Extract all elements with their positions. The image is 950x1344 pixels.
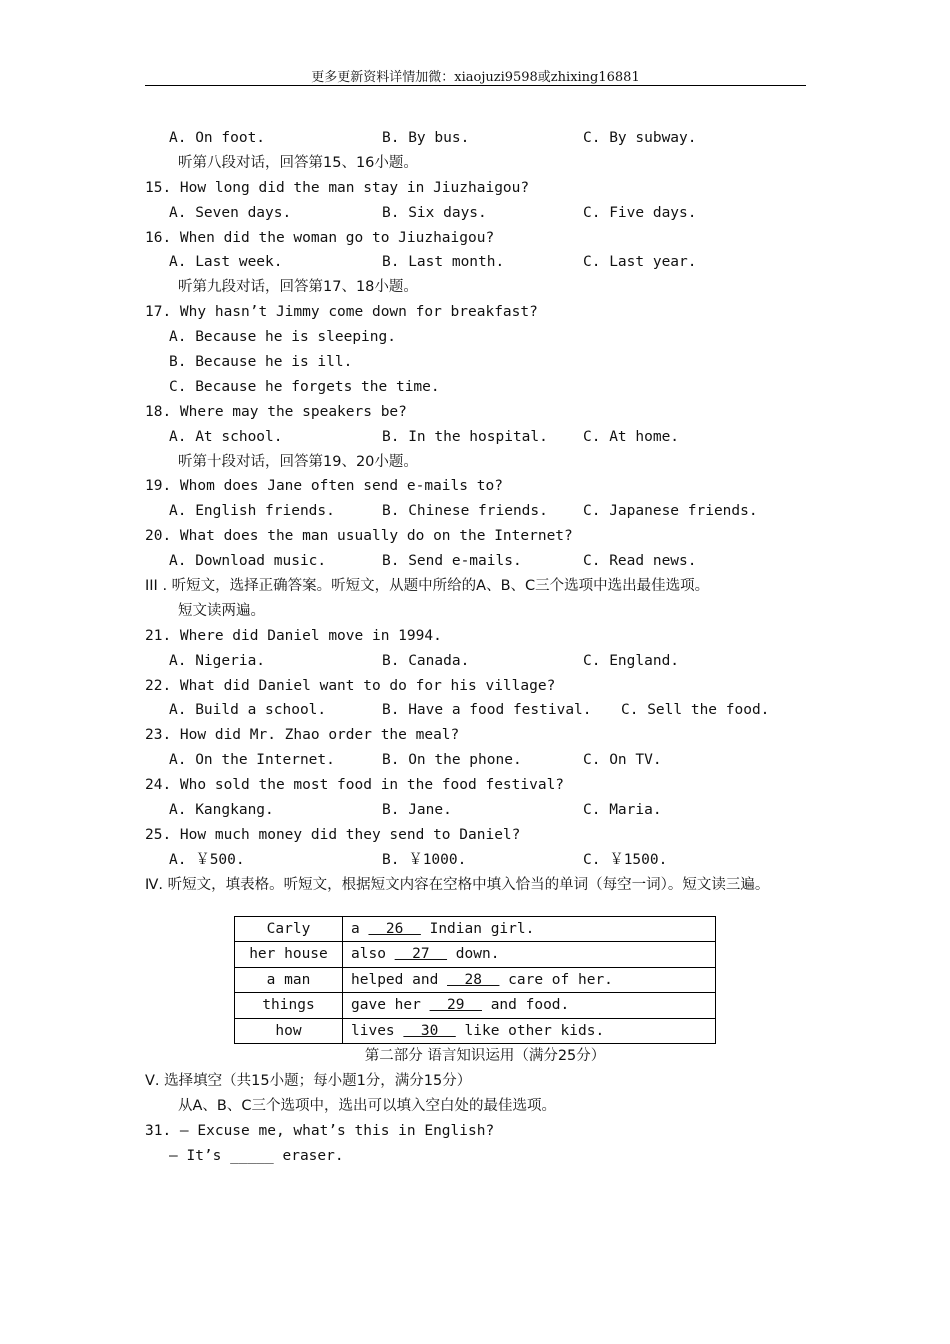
option-a: A. Kangkang. <box>169 802 274 819</box>
option-a: A. ￥500. <box>169 851 245 868</box>
option-c: C. Maria. <box>583 802 662 819</box>
option-b: B. In the hospital. <box>382 428 548 445</box>
answer-blank-30: 30 <box>403 1022 456 1039</box>
value-suffix: care of her. <box>499 971 613 988</box>
part-3-heading-cont: 短文读两遍。 <box>178 602 265 619</box>
question-22-stem: 22. What did Daniel want to do for his village? <box>145 677 556 694</box>
question-22-options <box>145 698 825 723</box>
option-b: B. Have a food festival. <box>382 702 592 719</box>
question-15-stem: 15. How long did the man stay in Jiuzhaigou? <box>145 179 530 196</box>
question-16-stem: 16. When did the woman go to Jiuzhaigou? <box>145 229 495 246</box>
value-suffix: and food. <box>481 997 570 1014</box>
value-prefix: gave her <box>351 997 430 1014</box>
part-3-heading: III . 听短文，选择正确答案。听短文，从题中所给的A、B、C三个选项中选出最佳选项。 <box>145 578 710 595</box>
option-c: C. Sell the food. <box>621 702 770 719</box>
fill-in-table <box>234 916 716 1045</box>
question-15-options <box>145 201 825 226</box>
value-prefix: a <box>351 920 369 937</box>
section-8-heading: 听第八段对话，回答第15、16小题。 <box>178 154 418 171</box>
option-c: C. Five days. <box>583 204 697 221</box>
question-17-option-b: B. Because he is ill. <box>169 354 353 371</box>
answer-blank-29: 29 <box>429 997 482 1014</box>
question-18-options <box>145 425 825 450</box>
table-row <box>235 1018 716 1044</box>
option-a: A. Build a school. <box>169 702 327 719</box>
value-prefix: helped and <box>351 971 448 988</box>
option-b: B. ￥1000. <box>382 851 467 868</box>
question-19-stem: 19. Whom does Jane often send e-mails to? <box>145 478 503 495</box>
question-24-stem: 24. Who sold the most food in the food festival? <box>145 777 565 794</box>
part-5-heading: Ⅴ. 选择填空（共15小题；每小题1分，满分15分） <box>145 1073 472 1090</box>
option-c: C. England. <box>583 652 680 669</box>
option-a: A. English friends. <box>169 503 335 520</box>
question-18-stem: 18. Where may the speakers be? <box>145 403 407 420</box>
value-prefix: also <box>351 946 395 963</box>
question-17-option-c: C. Because he forgets the time. <box>169 378 440 395</box>
part-5-instruction: 从A、B、C三个选项中，选出可以填入空白处的最佳选项。 <box>178 1097 556 1114</box>
table-value <box>343 942 716 968</box>
value-suffix: down. <box>447 946 500 963</box>
answer-blank-27: 27 <box>394 946 448 963</box>
option-b: B. Canada. <box>382 652 470 669</box>
question-16-options <box>145 250 825 275</box>
option-b: B. Six days. <box>382 204 487 221</box>
question-31-line-2: — It’s _____ eraser. <box>169 1147 344 1164</box>
option-a: A. Seven days. <box>169 204 292 221</box>
question-17-option-a: A. Because he is sleeping. <box>169 329 396 346</box>
option-a: A. On the Internet. <box>169 752 335 769</box>
page-header: 更多更新资料详情加微：xiaojuzi9598或zhixing16881 <box>311 70 640 85</box>
section-10-heading: 听第十段对话，回答第19、20小题。 <box>178 453 418 470</box>
part-4-heading: Ⅳ. 听短文，填表格。听短文，根据短文内容在空格中填入恰当的单词（每空一词）。短文读三遍。 <box>145 876 770 893</box>
value-suffix: Indian girl. <box>420 920 535 937</box>
option-b: B. Last month. <box>382 254 505 271</box>
table-value <box>343 1018 716 1044</box>
question-25-stem: 25. How much money did they send to Daniel? <box>145 826 521 843</box>
table-key: things <box>235 993 343 1019</box>
exam-content <box>145 126 825 1169</box>
option-c: C. At home. <box>583 428 680 445</box>
option-a: A. At school. <box>169 428 283 445</box>
table-value <box>343 967 716 993</box>
table-key: a man <box>235 967 343 993</box>
answer-blank-26: 26 <box>368 920 421 937</box>
question-31-line-1: 31. — Excuse me, what’s this in English? <box>145 1122 495 1139</box>
option-c: C. ￥1500. <box>583 851 668 868</box>
option-a: A. Download music. <box>169 553 327 570</box>
table-row <box>235 993 716 1019</box>
question-20-stem: 20. What does the man usually do on the Internet? <box>145 528 573 545</box>
question-14-options <box>145 126 825 151</box>
option-a: A. Last week. <box>169 254 283 271</box>
value-suffix: like other kids. <box>455 1022 605 1039</box>
question-25-options <box>145 848 825 873</box>
option-c: C. Last year. <box>583 254 697 271</box>
option-b: B. Send e-mails. <box>382 553 522 570</box>
question-19-options <box>145 499 825 524</box>
option-b: B. On the phone. <box>382 752 522 769</box>
question-21-stem: 21. Where did Daniel move in 1994. <box>145 627 442 644</box>
option-b: B. Jane. <box>382 802 452 819</box>
section-9-heading: 听第九段对话，回答第17、18小题。 <box>178 279 418 296</box>
question-23-options <box>145 748 825 773</box>
answer-blank-28: 28 <box>447 971 500 988</box>
question-20-options <box>145 549 825 574</box>
option-c: C. Japanese friends. <box>583 503 758 520</box>
question-17-stem: 17. Why hasn’t Jimmy come down for breakfast? <box>145 304 538 321</box>
option-b: B. Chinese friends. <box>382 503 548 520</box>
option-c: C. By subway. <box>583 130 697 146</box>
option-c: C. Read news. <box>583 553 697 570</box>
table-key: her house <box>235 942 343 968</box>
option-a: A. Nigeria. <box>169 652 266 669</box>
question-21-options <box>145 649 825 674</box>
table-key: how <box>235 1018 343 1044</box>
part-2-title: 第二部分 语言知识运用（满分25分） <box>364 1048 606 1065</box>
header-rule <box>145 85 806 86</box>
question-23-stem: 23. How did Mr. Zhao order the meal? <box>145 727 460 744</box>
option-a: A. On foot. <box>169 130 266 146</box>
option-b: B. By bus. <box>382 130 470 146</box>
table-row <box>235 967 716 993</box>
table-value <box>343 993 716 1019</box>
table-row <box>235 942 716 968</box>
question-24-options <box>145 798 825 823</box>
value-prefix: lives <box>351 1022 404 1039</box>
table-value <box>343 916 716 942</box>
table-key: Carly <box>235 916 343 942</box>
option-c: C. On TV. <box>583 752 662 769</box>
table-row <box>235 916 716 942</box>
